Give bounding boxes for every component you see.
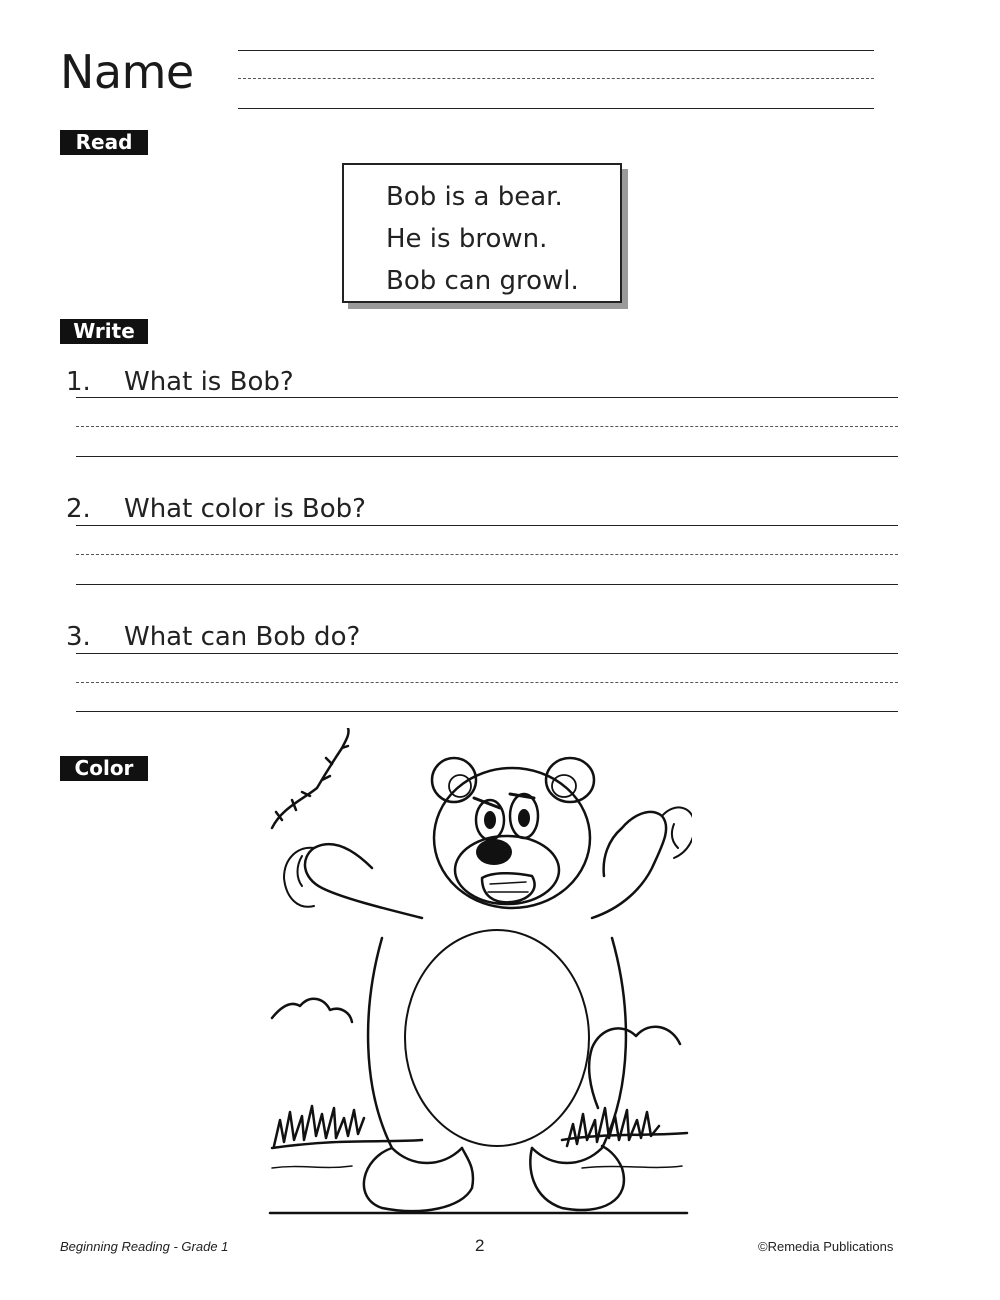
name-line-bottom[interactable]: [238, 108, 874, 109]
question-2-number: 2.: [66, 494, 91, 524]
question-3-text: What can Bob do?: [124, 622, 361, 652]
name-line-top: [238, 50, 874, 51]
footer-series-title: Beginning Reading - Grade 1: [60, 1239, 229, 1254]
answer-3-line-bottom[interactable]: [76, 711, 898, 712]
question-1-text: What is Bob?: [124, 367, 294, 397]
question-3-number: 3.: [66, 622, 91, 652]
answer-1-line-top: [76, 397, 898, 398]
footer-page-number: 2: [475, 1236, 485, 1255]
story-line-1: Bob is a bear.: [386, 182, 563, 212]
story-line-3: Bob can growl.: [386, 266, 579, 296]
bear-illustration[interactable]: [262, 728, 692, 1218]
answer-3-line-top: [76, 653, 898, 654]
story-box: [342, 163, 622, 303]
question-2-text: What color is Bob?: [124, 494, 366, 524]
answer-1-line-mid: [76, 426, 898, 427]
footer-publisher: ©Remedia Publications: [758, 1239, 894, 1254]
answer-1-line-bottom[interactable]: [76, 456, 898, 457]
write-section-tag: Write: [60, 319, 148, 344]
answer-3-line-mid: [76, 682, 898, 683]
answer-2-line-top: [76, 525, 898, 526]
read-section-tag: Read: [60, 130, 148, 155]
name-line-mid: [238, 78, 874, 79]
color-section-tag: Color: [60, 756, 148, 781]
name-label: Name: [60, 45, 194, 99]
answer-2-line-bottom[interactable]: [76, 584, 898, 585]
question-1-number: 1.: [66, 367, 91, 397]
answer-2-line-mid: [76, 554, 898, 555]
story-line-2: He is brown.: [386, 224, 548, 254]
